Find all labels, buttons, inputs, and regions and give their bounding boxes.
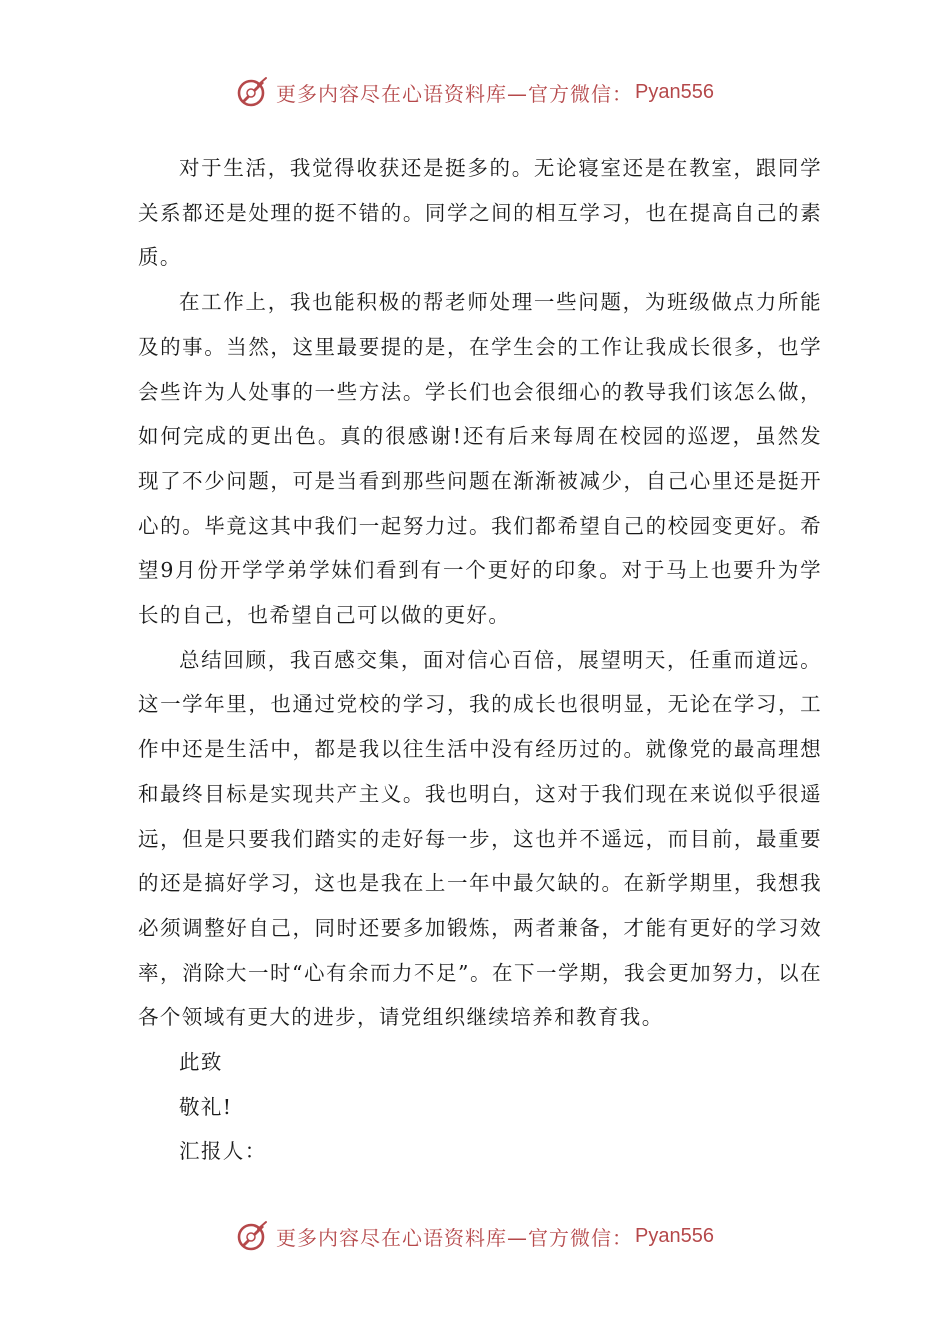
- closing-regards: 敬礼!: [179, 1094, 233, 1119]
- reporter-label: 汇报人：: [179, 1139, 267, 1164]
- header-banner-text: 更多内容尽在心语资料库—官方微信：: [276, 81, 634, 106]
- footer-banner-wechat-id: Pyan556: [635, 1224, 714, 1247]
- footer-banner-text: 更多内容尽在心语资料库—官方微信：: [276, 1225, 634, 1250]
- header-banner-wechat-id: Pyan556: [635, 80, 714, 103]
- brush-pen-logo-icon: [236, 1219, 270, 1253]
- document-body: [138, 146, 822, 1174]
- brush-pen-logo-icon: [236, 75, 270, 109]
- paragraph-work: 在工作上，我也能积极的帮老师处理一些问题，为班级做点力所能及的事。当然，这里最要提的是，在学生会的工作让我成长很多，也学会些许为人处事的一些方法。学长们也会很细心的教导我们该怎么做，如何完成的更出色。真的很感谢!还有后来每周在校园的巡逻，虽然发现了不少问题，可是当看到那些问题在渐渐被减少，自己心里还是挺开心的。毕竟这其中我们一起努力过。我们都希望自己的校园变更好。希望9月份开学学弟学妹们看到有一个更好的印象。对于马上也要升为学长的自己，也希望自己可以做的更好。: [138, 290, 822, 628]
- closing-salutation: 此致: [179, 1050, 223, 1075]
- paragraph-summary: 总结回顾，我百感交集，面对信心百倍，展望明天，任重而道远。这一学年里，也通过党校的学习，我的成长也很明显，无论在学习，工作中还是生活中，都是我以往生活中没有经历过的。就像党的最高理想和最终目标是实现共产主义。我也明白，这对于我们现在来说似乎很遥远，但是只要我们踏实的走好每一步，这也并不遥远，而目前，最重要的还是搞好学习，这也是我在上一年中最欠缺的。在新学期里，我想我必须调整好自己，同时还要多加锻炼，两者兼备，才能有更好的学习效率，消除大一时“心有余而力不足”。在下一学期，我会更加努力，以在各个领域有更大的进步，请党组织继续培养和教育我。: [138, 647, 822, 1030]
- footer-banner: [0, 1214, 950, 1258]
- header-banner: [0, 70, 950, 114]
- paragraph-life: 对于生活，我觉得收获还是挺多的。无论寝室还是在教室，跟同学关系都还是处理的挺不错的。同学之间的相互学习，也在提高自己的素质。: [138, 156, 822, 270]
